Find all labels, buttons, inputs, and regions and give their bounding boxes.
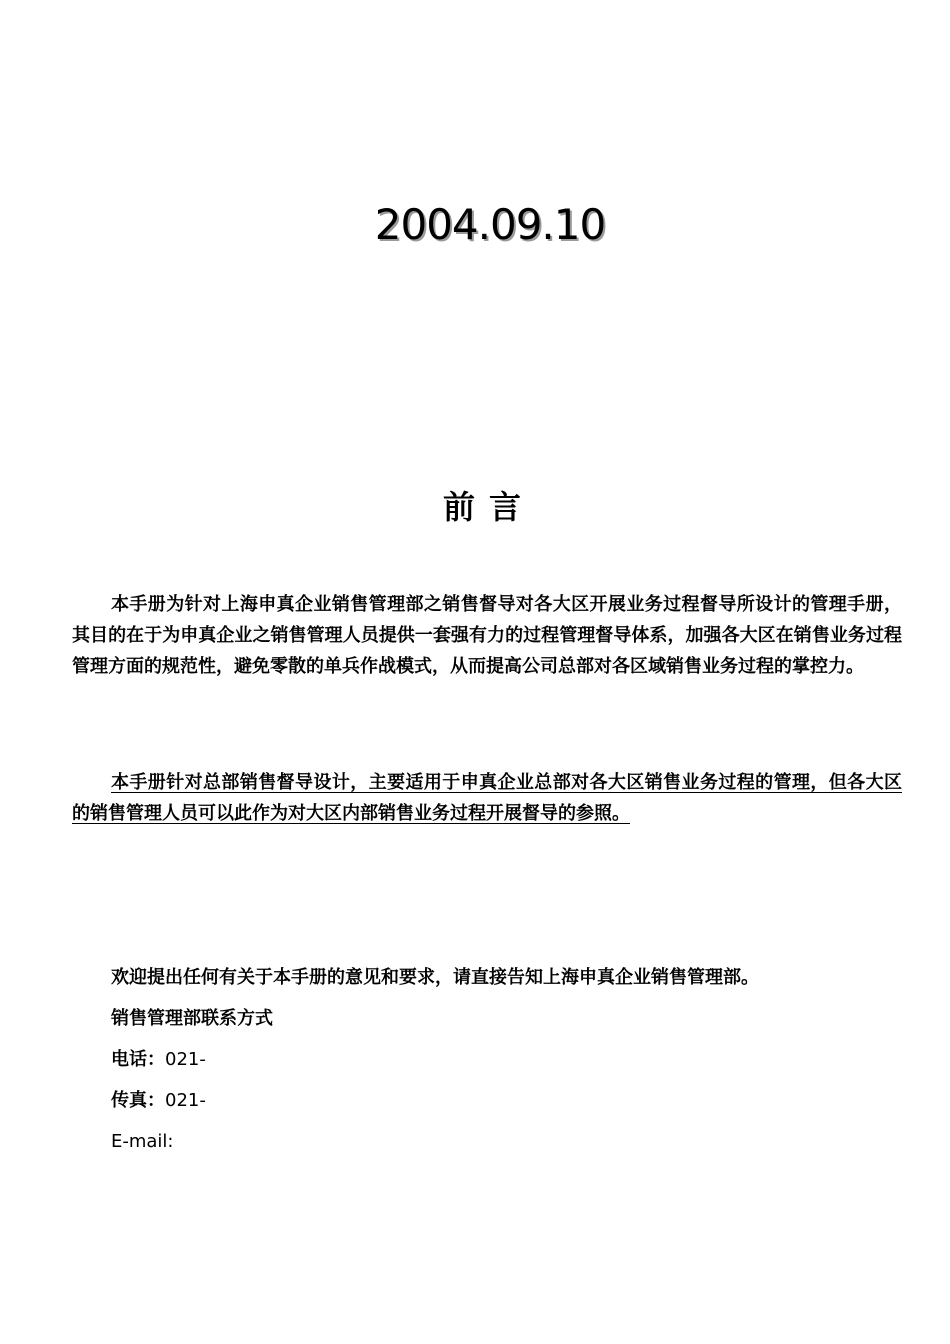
contact-email — [111, 1126, 911, 1167]
contact-heading: 销售管理部联系方式 — [111, 1008, 273, 1029]
contact-phone — [111, 1044, 911, 1085]
preface-paragraph-purpose: 本手册为针对上海申真企业销售管理部之销售督导对各大区开展业务过程督导所设计的管理手册，其目的在于为申真企业之销售管理人员提供一套强有力的过程管理督导体系，加强各大区在销售业务过程管理方面的规范性，避免零散的单兵作战模式，从而提高公司总部对各区域销售业务过程的掌控力。 — [72, 594, 902, 677]
phone-value: 021- — [165, 1049, 206, 1070]
contact-fax — [111, 1085, 911, 1126]
fax-label: 传真： — [111, 1090, 165, 1111]
contact-section — [111, 962, 911, 1167]
preface-paragraph-scope-text: 本手册针对总部销售督导设计，主要适用于申真企业总部对各大区销售业务过程的管理，但各大区的销售管理人员可以此作为对大区内部销售业务过程开展督导的参照。 — [72, 772, 902, 824]
phone-label: 电话： — [111, 1049, 165, 1070]
preface-paragraph-scope — [72, 767, 902, 829]
document-date: 2004.09.10 — [374, 200, 606, 249]
email-label: E-mail: — [111, 1131, 174, 1152]
contact-intro: 欢迎提出任何有关于本手册的意见和要求，请直接告知上海申真企业销售管理部。 — [111, 967, 759, 988]
preface-title: 前言 — [442, 488, 535, 526]
fax-value: 021- — [165, 1090, 206, 1111]
